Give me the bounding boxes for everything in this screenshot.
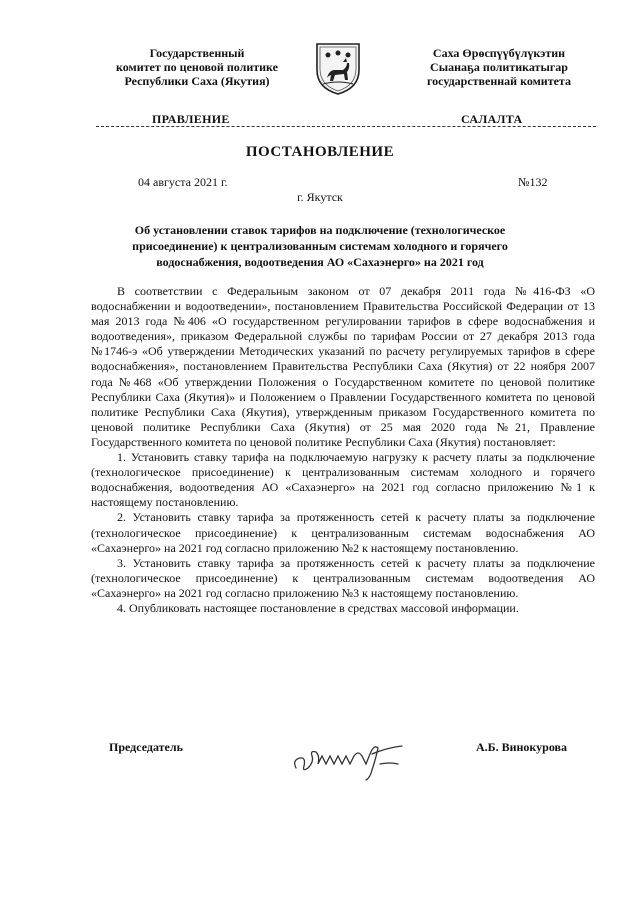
header-right-line-2: Сыанаҕа политикатыгар (430, 60, 568, 74)
body-item-2: 2. Установить ставку тарифа за протяженность сетей к расчету платы за подключение (технологическое присоединение) к централизованным системам водоснабжения АО «Сахаэнерго» на 2021 год согласно приложению №2 к настоящему постановлению. (91, 510, 595, 555)
document-date: 04 августа 2021 г. (138, 175, 228, 189)
document-subject: Об установлении ставок тарифов на подключение (технологическое присоединение) к централизованным системам холодного и горячего водоснабжения, водоотведения АО «Сахаэнерго» на 2021 год (132, 223, 508, 269)
header-right-org (395, 46, 603, 88)
header-left-subtitle: ПРАВЛЕНИЕ (152, 112, 230, 126)
signer-name: А.Б. Винокурова (476, 740, 568, 754)
header-left-line-3: Республики Саха (Якутия) (124, 74, 270, 88)
document-body (91, 284, 595, 616)
header-left-line-2: комитет по ценовой политике (116, 60, 278, 74)
handwritten-signature (290, 734, 420, 784)
document-city: г. Якутск (297, 190, 343, 204)
header-right-line-3: государственнай комитета (427, 74, 571, 88)
dashed-divider (96, 126, 596, 129)
header-left-org (92, 46, 302, 88)
body-item-3: 3. Установить ставку тарифа за протяженность сетей к расчету платы за подключение (технологическое присоединение) к централизованным системам водоотведения АО «Сахаэнерго» на 2021 год согласно приложению №3 к настоящему постановлению. (91, 555, 595, 600)
document-title: ПОСТАНОВЛЕНИЕ (245, 144, 395, 160)
body-preamble: В соответствии с Федеральным законом от 07 декабря 2011 года №416-ФЗ «О водоснабжении и водоотведении», постановлением Правительства Российской Федерации от 13 мая 2013 года №406 «О государственном регулировании тарифов в сфере водоснабжения и водоотведения», приказом Федеральной службы по тарифам России от 27 декабря 2013 года №1746-э «Об утверждении Методических указаний по расчету регулируемых тарифов в сфере водоснабжения», постановлением Правительства Республики Саха (Якутия) от 22 ноября 2007 года №468 «Об утверждении Положения о Государственном комитете по ценовой политике Республики Саха (Якутия)» и Положением о Правлении Государственного комитета по ценовой политике Республики Саха (Якутия), утвержденным приказом Государственного комитета по ценовой политике Республики Саха (Якутия) от 25 мая 2020 года №21, Правление Государственного комитета по ценовой политике Республики Саха (Якутия) постановляет: (91, 284, 595, 449)
coat-of-arms-emblem (313, 40, 363, 96)
header-right-line-1: Саха Өрөспүүбүлүкэтин (432, 46, 566, 60)
body-item-4: 4. Опубликовать настоящее постановление в средствах массовой информации. (117, 600, 519, 615)
document-number: №132 (518, 175, 548, 189)
body-item-1: 1. Установить ставку тарифа на подключаемую нагрузку к расчету платы за подключение (технологическое присоединение) к централизованным системам холодного и горячего водоснабжения, водоотведения АО «Сахаэнерго» на 2021 год согласно приложению №1 к настоящему постановлению. (91, 450, 595, 510)
signer-role: Председатель (109, 740, 183, 754)
header-right-subtitle: САЛАЛТА (461, 112, 523, 126)
header-left-line-1: Государственный (149, 46, 245, 60)
